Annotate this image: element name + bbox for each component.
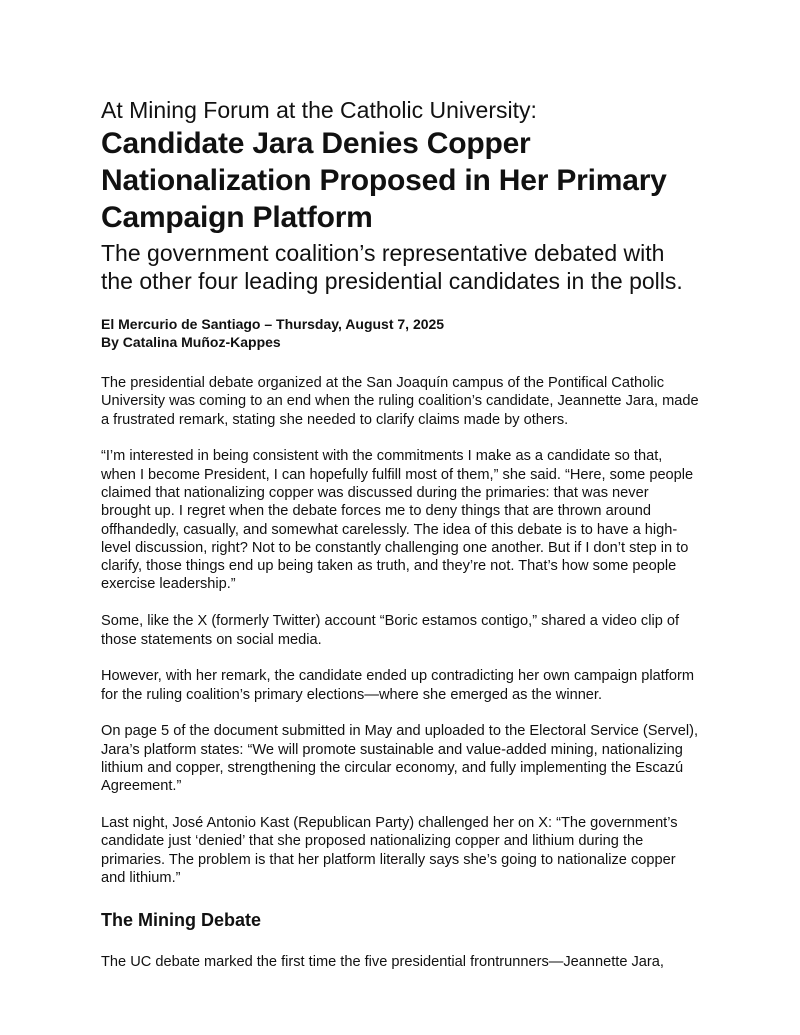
section-heading: The Mining Debate — [101, 910, 262, 931]
article-kicker: At Mining Forum at the Catholic University: — [101, 97, 537, 123]
paragraph: However, with her remark, the candidate ended up contradicting her own campaign platform for the ruling coalition’s primary elections—where she emerged as the winner. — [101, 668, 694, 703]
paragraph: “I’m interested in being consistent with the commitments I make as a candidate so that, when I become President, I can hopefully fulfill most of them,” she said. “Here, some people claimed that nationalizing copper was discussed during the primaries: that was never brought up. I regret when the debate forces me to deny things that are thrown around offhandedly, casually, and somewhat carelessly. The idea of this debate is to have a high-level discussion, right? Not to be constantly challenging one another. But if I don’t step in to clarify, those things end up being taken as truth, and they’re not. That’s how some people exercise leadership.” — [101, 448, 694, 593]
paragraph: On page 5 of the document submitted in May and uploaded to the Electoral Service (Servel), Jara’s platform states: “We will promote sustainable and value-added mining, nationalizing lithium and copper, strengthening the circular economy, and fully implementing the Escazú Agreement.” — [101, 723, 699, 795]
author: By Catalina Muñoz-Kappes — [101, 334, 281, 350]
paragraph: The presidential debate organized at the San Joaquín campus of the Pontifical Catholic University was coming to an end when the ruling coalition’s candidate, Jeannette Jara, made a frustrated remark, stating she needed to clarify claims made by others. — [101, 375, 699, 428]
dateline: El Mercurio de Santiago – Thursday, August 7, 2025 — [101, 316, 445, 332]
byline — [101, 315, 701, 351]
article-subhead: The government coalition’s representative debated with the other four leading presidential candidates in the polls. — [101, 240, 683, 294]
article — [101, 96, 701, 990]
paragraph: The UC debate marked the first time the five presidential frontrunners—Jeannette Jara, — [101, 954, 664, 971]
paragraph: Last night, José Antonio Kast (Republican Party) challenged her on X: “The government’s candidate just ‘denied’ that she proposed nationalizing copper and lithium during the primaries. The problem is that her platform literally says she’s going to nationalize copper and lithium.” — [101, 815, 678, 887]
article-headline: Candidate Jara Denies Copper Nationalization Proposed in Her Primary Campaign Platform — [101, 127, 667, 234]
article-body — [101, 374, 701, 972]
paragraph: Some, like the X (formerly Twitter) account “Boric estamos contigo,” shared a video clip of those statements on social media. — [101, 613, 680, 648]
